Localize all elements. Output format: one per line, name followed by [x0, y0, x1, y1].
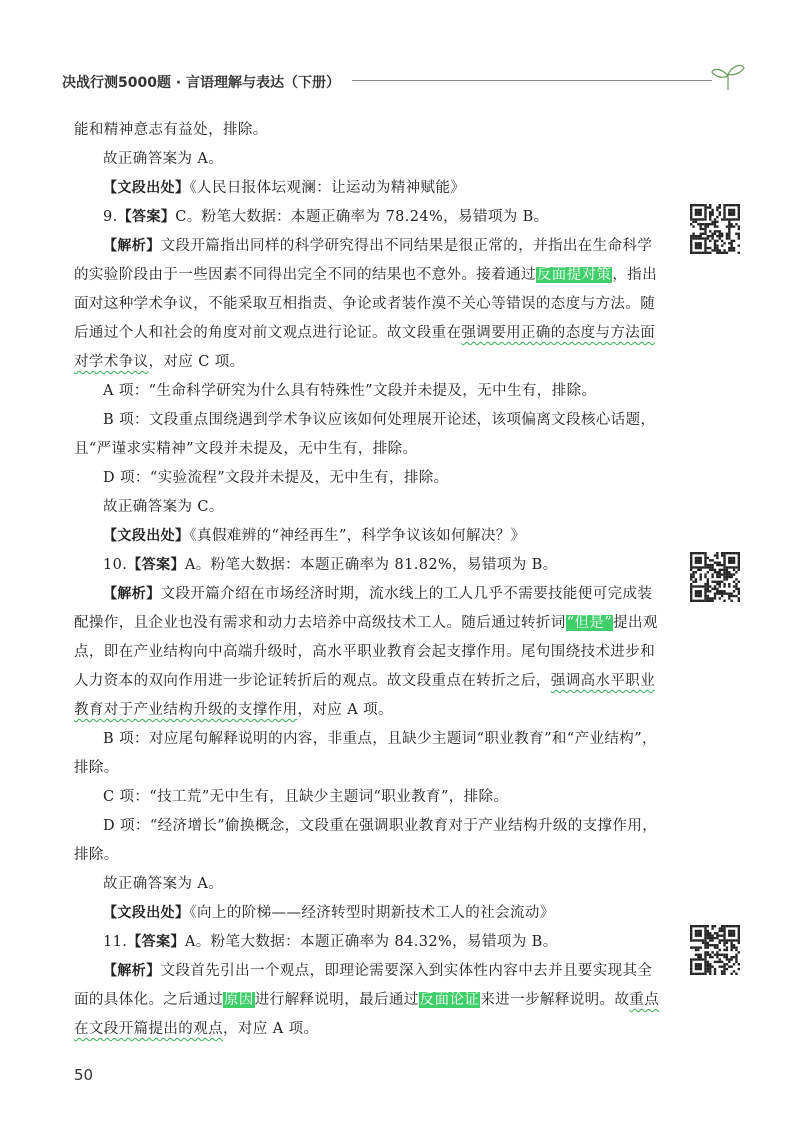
qr-code-icon[interactable]	[690, 925, 740, 975]
source-label: 【文段出处】	[103, 528, 190, 544]
q11-answer-text: A。粉笔大数据：本题正确率为 84.32%，易错项为 B。	[184, 934, 558, 950]
answer-label: 【答案】	[127, 934, 185, 950]
analysis-text: ，指出面对这种学术争议，不能采取互相指责、争论或者装作漠不关心等错误的态度与方法。随后通过个人和社会的角度对前文观点进行论证。故文段重在	[74, 267, 658, 341]
header-rule	[352, 80, 712, 81]
qr-code-icon[interactable]	[690, 552, 740, 602]
analysis-text: ，对应 A 项。	[223, 1021, 319, 1037]
continued-text: 能和精神意志有益处，排除。	[74, 122, 268, 138]
q9-option-b: B 项：文段重点围绕遇到学术争议应该如何处理展开论述，该项偏离文段核心话题，且“严谨求实精神”文段并未提及，无中生有，排除。	[74, 412, 656, 457]
q9-number: 9.	[103, 209, 118, 225]
source-line	[74, 174, 664, 203]
analysis-text: 文段开篇介绍在市场经济时期，流水线上的工人几乎不需要技能便可完成装配操作，且企业也没有需求和动力去培养中高级技术工人。随后通过转折词	[74, 586, 653, 631]
answer-line: 故正确答案为 A。	[103, 151, 224, 167]
q10-option-c: C 项：“技工荒”无中生有，且缺少主题词“职业教育”，排除。	[103, 789, 509, 805]
running-header	[62, 66, 762, 96]
key-point: 强调要用正确的态度与方法面对学术争议	[74, 325, 656, 370]
highlight-keyword: 原因	[224, 992, 254, 1008]
q9-option-a: A 项：“生命科学研究为什么具有特殊性”文段并未提及，无中生有，排除。	[103, 383, 597, 399]
key-point: 重点在文段开篇提出的观点	[74, 992, 660, 1037]
answer-explanations	[74, 116, 664, 1044]
highlight-keyword: 反面论证	[419, 992, 480, 1008]
q10-source	[74, 899, 664, 928]
analysis-text: 来进一步解释说明。故	[480, 992, 630, 1008]
source-text: 《向上的阶梯——经济转型时期新技术工人的社会流动》	[189, 905, 555, 921]
q9-option-d: D 项：“实验流程”文段并未提及，无中生有，排除。	[103, 470, 449, 486]
q10-answer	[74, 551, 664, 580]
source-label: 【文段出处】	[103, 905, 190, 921]
answer-label: 【答案】	[127, 557, 185, 573]
q11-number: 11.	[103, 934, 128, 950]
qr-pattern	[690, 204, 740, 254]
q9-source	[74, 522, 664, 551]
q10-option-d: D 项：“经济增长”偷换概念，文段重在强调职业教育对于产业结构升级的支撑作用，排除。	[74, 818, 658, 863]
qr-pattern	[690, 925, 740, 975]
key-point: 强调高水平职业教育对于产业结构升级的支撑作用	[74, 673, 656, 718]
q9-answer	[74, 203, 664, 232]
answer-label: 【答案】	[117, 209, 176, 225]
analysis-text: ，对应 A 项。	[297, 702, 393, 718]
q10-answer-text: A。粉笔大数据：本题正确率为 81.82%，易错项为 B。	[184, 557, 558, 573]
q10-analysis	[74, 580, 664, 725]
source-text: 《人民日报体坛观澜：让运动为精神赋能》	[189, 180, 466, 196]
qr-pattern	[690, 552, 740, 602]
q11-answer	[74, 928, 664, 957]
highlight-keyword: “但是”	[566, 615, 613, 631]
q9-answer-text: C。粉笔大数据：本题正确率为 78.24%，易错项为 B。	[175, 209, 549, 225]
qr-code-icon[interactable]	[690, 204, 740, 254]
analysis-label: 【解析】	[103, 238, 161, 254]
analysis-label: 【解析】	[103, 586, 161, 602]
analysis-text: 进行解释说明，最后通过	[254, 992, 419, 1008]
analysis-text: ，对应 C 项。	[148, 354, 245, 370]
book-title: 决战行测5000题 · 言语理解与表达（下册）	[62, 75, 341, 91]
sprout-icon	[708, 56, 748, 96]
q10-final-answer: 故正确答案为 A。	[103, 876, 224, 892]
analysis-label: 【解析】	[103, 963, 161, 979]
q9-analysis	[74, 232, 664, 377]
q10-number: 10.	[103, 557, 128, 573]
source-label: 【文段出处】	[103, 180, 190, 196]
analysis-text: 文段开篇指出同样的科学研究得出不同结果是很正常的，并指出在生命科学的实验阶段由于一些因素不同得出完全不同的结果也不意外。接着通过	[74, 238, 653, 283]
highlight-keyword: 反面提对策	[536, 267, 612, 283]
q11-analysis	[74, 957, 664, 1044]
source-text: 《真假难辨的“神经再生”，科学争议该如何解决？》	[189, 528, 526, 544]
q9-final-answer: 故正确答案为 C。	[103, 499, 224, 515]
page-number: 50	[74, 1066, 94, 1084]
analysis-text: 文段首先引出一个观点，即理论需要深入到实体性内容中去并且要实现其全面的具体化。之后通过	[74, 963, 653, 1008]
q10-option-b: B 项：对应尾句解释说明的内容，非重点，且缺少主题词“职业教育”和“产业结构”，排除。	[74, 731, 657, 776]
analysis-text: 提出观点，即在产业结构向中高端升级时，高水平职业教育会起支撑作用。尾句围绕技术进步和人力资本的双向作用进一步论证转折后的观点。故文段重点在转折之后，	[74, 615, 658, 689]
